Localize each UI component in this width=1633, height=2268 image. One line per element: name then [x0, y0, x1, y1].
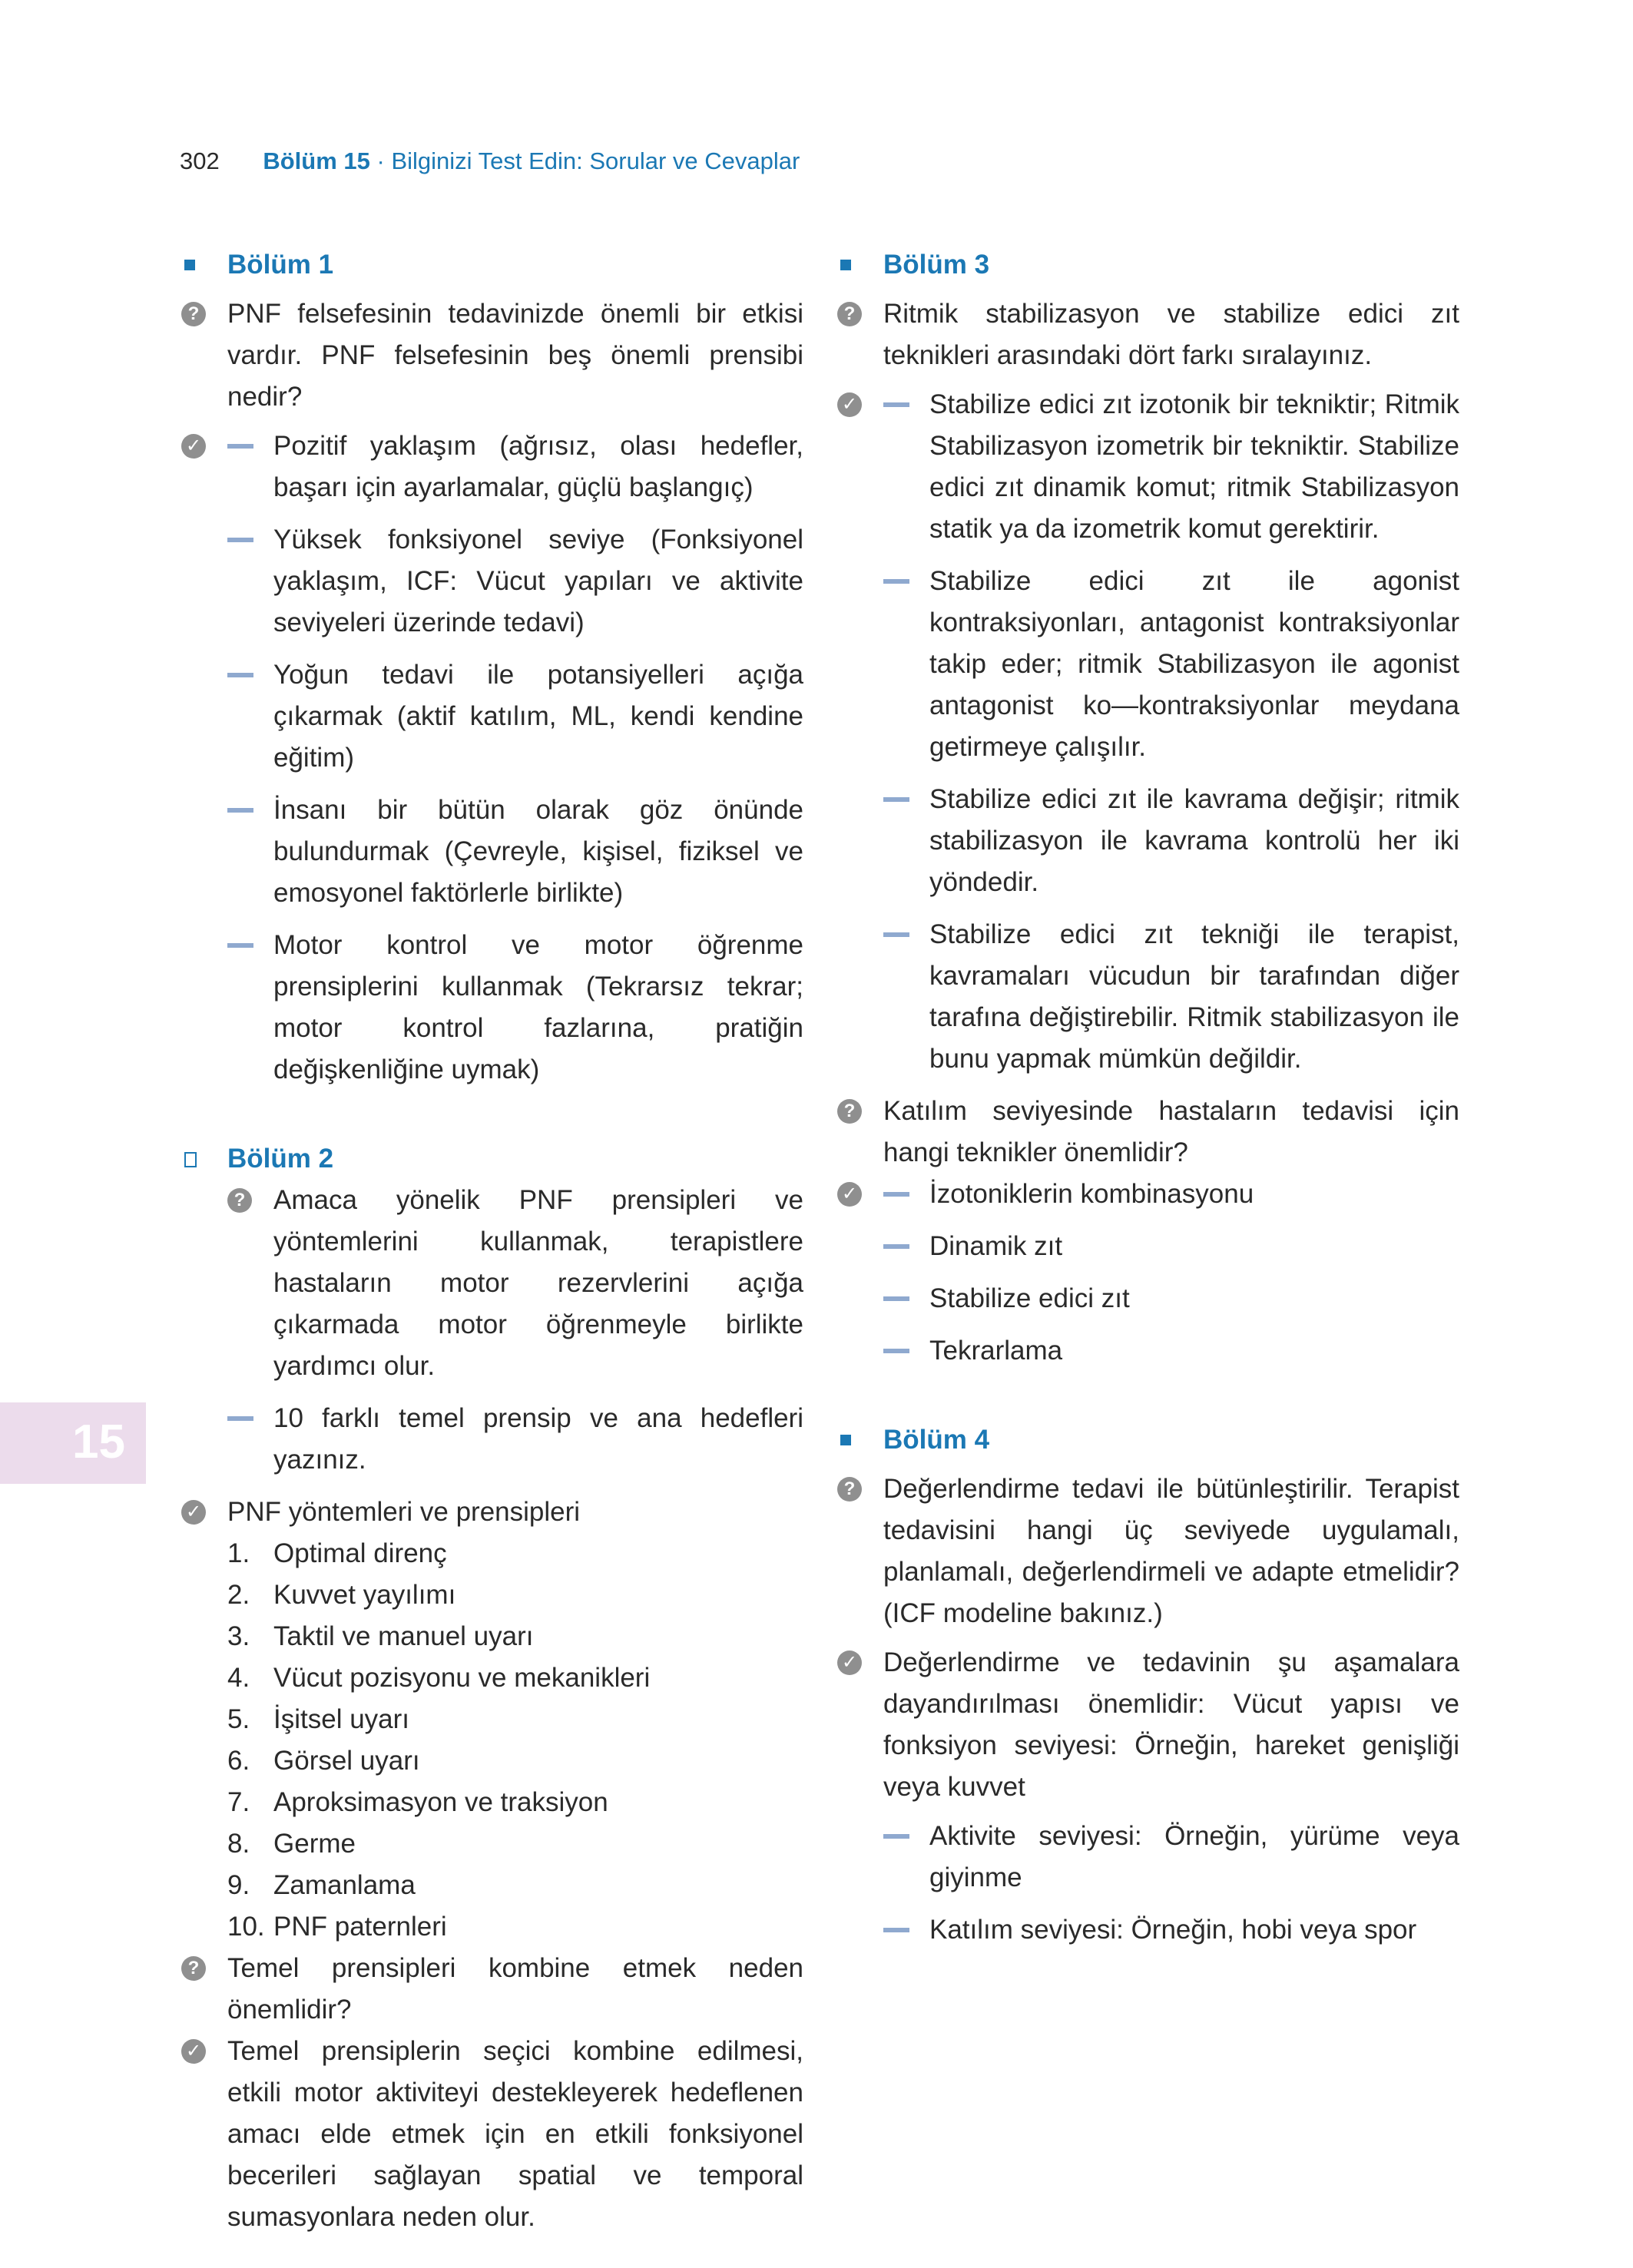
- side-tab-label: 15: [72, 1415, 125, 1468]
- dash-bullet-icon: [883, 932, 909, 937]
- question-icon: ?: [837, 302, 862, 326]
- page-number: 302: [180, 147, 220, 174]
- answer-text: Yüksek fonksiyonel seviye (Fonksiyonel yaklaşım, ICF: Vücut yapıları ve aktivite seviyeleri üzerinde tedavi): [273, 525, 803, 637]
- question-icon: ?: [181, 1956, 206, 1981]
- list-item: 9. Zamanlama: [227, 1870, 416, 1900]
- checkmark-icon: ✓: [837, 1182, 862, 1207]
- list-item: 6. Görsel uyarı: [227, 1746, 420, 1776]
- question-text: Temel prensipleri kombine etmek neden önemlidir?: [227, 1953, 803, 2025]
- dash-bullet-icon: [883, 1928, 909, 1932]
- answer-item: [181, 425, 803, 508]
- chapter-side-tab: [0, 1402, 146, 1484]
- checkmark-icon: ✓: [837, 392, 862, 417]
- list-item: 10. PNF paternleri: [227, 1912, 447, 1942]
- question-text: Değerlendirme tedavi ile bütünleştirilir. Terapist tedavisini hangi üç seviyede uygulamalı, planlamalı, değerlendirmeli ve adapte etmelidir? (ICF modeline bakınız.): [883, 1474, 1459, 1628]
- task-item: [181, 1398, 803, 1481]
- left-column: [181, 244, 803, 2238]
- right-column: [837, 244, 1459, 1962]
- answer-item: [837, 1174, 1459, 1215]
- question-item: [181, 293, 803, 418]
- chapter-label: Bölüm 15: [263, 147, 370, 174]
- answer-item: [837, 914, 1459, 1080]
- dash-bullet-icon: [227, 673, 253, 677]
- section-title: Bölüm 1: [227, 250, 334, 280]
- answer-text: Stabilize edici zıt: [929, 1283, 1130, 1313]
- question-text: PNF felsefesinin tedavinizde önemli bir etkisi vardır. PNF felsefesinin beş önemli prensibi nedir?: [227, 299, 803, 412]
- answer-item: [837, 1816, 1459, 1899]
- answer-text: PNF yöntemleri ve prensipleri: [227, 1497, 581, 1527]
- answer-item: [837, 779, 1459, 903]
- dash-bullet-icon: [883, 402, 909, 407]
- dash-bullet-icon: [883, 1834, 909, 1839]
- answer-item: [181, 925, 803, 1091]
- running-header: [180, 147, 800, 175]
- question-icon: ?: [227, 1188, 252, 1213]
- list-item: 4. Vücut pozisyonu ve mekanikleri: [227, 1663, 651, 1693]
- answer-text: Stabilize edici zıt tekniği ile terapist, kavramaları vücudun bir tarafından diğer tarafına değiştirebilir. Ritmik stabilizasyon ile bunu yapmak mümkün değildir.: [929, 919, 1459, 1074]
- dash-bullet-icon: [227, 444, 253, 449]
- answer-text: Katılım seviyesi: Örneğin, hobi veya spor: [929, 1915, 1417, 1945]
- list-item: 3. Taktil ve manuel uyarı: [227, 1621, 534, 1651]
- answer-text: Stabilize edici zıt ile kavrama değişir; ritmik stabilizasyon ile kavrama kontrolü her iki yöndedir.: [929, 784, 1459, 897]
- answer-text: Yoğun tedavi ile potansiyelleri açığa çıkarmak (aktif katılım, ML, kendi kendine eğitim): [273, 660, 803, 773]
- dash-bullet-icon: [227, 943, 253, 948]
- square-outline-icon: [184, 1152, 197, 1167]
- answer-item: [837, 1909, 1459, 1951]
- answer-text: Tekrarlama: [929, 1336, 1063, 1366]
- answer-item: [837, 384, 1459, 550]
- question-item: [181, 1948, 803, 2031]
- answer-item: [181, 790, 803, 914]
- question-text: Katılım seviyesinde hastaların tedavisi için hangi teknikler önemlidir?: [883, 1096, 1459, 1167]
- answer-text: İnsanı bir bütün olarak göz önünde bulundurmak (Çevreyle, kişisel, fiziksel ve emosyonel faktörlerle birlikte): [273, 795, 803, 908]
- dash-bullet-icon: [227, 538, 253, 542]
- dash-bullet-icon: [883, 1244, 909, 1249]
- answer-text: İzotoniklerin kombinasyonu: [929, 1179, 1254, 1209]
- question-icon: ?: [837, 1099, 862, 1124]
- answer-text: Stabilize edici zıt izotonik bir tekniktir; Ritmik Stabilizasyon izometrik bir tekniktir. Stabilize edici zıt dinamik komut; ritmik Stabilizasyon statik ya da izometrik komut gerektirir.: [929, 389, 1459, 544]
- list-item: 5. İşitsel uyarı: [227, 1704, 409, 1734]
- answer-item: [837, 1226, 1459, 1267]
- dash-bullet-icon: [227, 1416, 253, 1421]
- answer-item: [181, 1492, 803, 1533]
- answer-item: [181, 654, 803, 779]
- task-text: 10 farklı temel prensip ve ana hedefleri yazınız.: [273, 1403, 803, 1475]
- question-item: [837, 293, 1459, 376]
- section-title: Bölüm 2: [227, 1144, 334, 1174]
- answer-text: Dinamik zıt: [929, 1231, 1063, 1261]
- answer-text: Pozitif yaklaşım (ağrısız, olası hedefler, başarı için ayarlamalar, güçlü başlangıç): [273, 431, 803, 502]
- question-item: [837, 1468, 1459, 1634]
- checkmark-icon: ✓: [181, 434, 206, 459]
- dash-bullet-icon: [883, 797, 909, 802]
- answer-text: Temel prensiplerin seçici kombine edilmesi, etkili motor aktiviteyi destekleyerek hedeflenen amacı elde etmek için en etkili fonksiyonel becerileri sağlayan spatial ve temporal sumasyonlara neden olur.: [227, 2036, 803, 2232]
- question-text: Ritmik stabilizasyon ve stabilize edici zıt teknikleri arasındaki dört farkı sıralayınız.: [883, 299, 1459, 370]
- checkmark-icon: ✓: [181, 1500, 206, 1525]
- answer-text: Stabilize edici zıt ile agonist kontraksiyonları, antagonist kontraksiyonlar takip eder; ritmik Stabilizasyon ile agonist antagonist ko—kontraksiyonlar meydana getirmeye çalışılır.: [929, 566, 1459, 762]
- section-heading-2: [181, 1138, 803, 1180]
- section-heading-4: [837, 1419, 1459, 1461]
- question-icon: ?: [837, 1477, 862, 1502]
- dash-bullet-icon: [883, 1349, 909, 1353]
- question-icon: ?: [181, 302, 206, 326]
- question-text: Amaca yönelik PNF prensipleri ve yöntemlerini kullanmak, terapistlere hastaların motor rezervlerini açığa çıkarmada motor öğrenmeyle birlikte yardımcı olur.: [273, 1185, 803, 1381]
- question-item: [181, 1180, 803, 1387]
- section-title: Bölüm 4: [883, 1425, 990, 1455]
- chapter-subtitle: Bilginizi Test Edin: Sorular ve Cevaplar: [391, 147, 800, 174]
- answer-item: [837, 1278, 1459, 1319]
- answer-item: [181, 2031, 803, 2238]
- answer-item: [837, 561, 1459, 768]
- answer-text: Değerlendirme ve tedavinin şu aşamalara dayandırılması önemlidir: Vücut yapısı ve fonksiyon seviyesi: Örneğin, hareket genişliği veya kuvvet: [883, 1647, 1459, 1802]
- dash-bullet-icon: [227, 808, 253, 813]
- list-item: 8. Germe: [227, 1829, 356, 1859]
- answer-item: [837, 1642, 1459, 1808]
- answer-text: Motor kontrol ve motor öğrenme prensiplerini kullanmak (Tekrarsız tekrar; motor kontrol fazlarına, pratiğin değişkenliğine uymak): [273, 930, 803, 1084]
- section-heading-3: [837, 244, 1459, 286]
- dash-bullet-icon: [883, 1192, 909, 1197]
- checkmark-icon: ✓: [837, 1651, 862, 1675]
- list-item: 7. Aproksimasyon ve traksiyon: [227, 1787, 608, 1817]
- square-bullet-icon: [840, 260, 851, 270]
- list-item: 2. Kuvvet yayılımı: [227, 1580, 456, 1610]
- checkmark-icon: ✓: [181, 2039, 206, 2064]
- answer-item: [181, 519, 803, 644]
- square-bullet-icon: [184, 260, 195, 270]
- section-heading-1: [181, 244, 803, 286]
- answer-text: Aktivite seviyesi: Örneğin, yürüme veya giyinme: [929, 1821, 1459, 1892]
- dash-bullet-icon: [883, 579, 909, 584]
- square-bullet-icon: [840, 1435, 851, 1445]
- list-item: 1. Optimal direnç: [227, 1538, 447, 1568]
- section-title: Bölüm 3: [883, 250, 990, 280]
- answer-item: [837, 1330, 1459, 1372]
- header-separator: ·: [369, 147, 392, 174]
- question-item: [837, 1091, 1459, 1174]
- dash-bullet-icon: [883, 1296, 909, 1301]
